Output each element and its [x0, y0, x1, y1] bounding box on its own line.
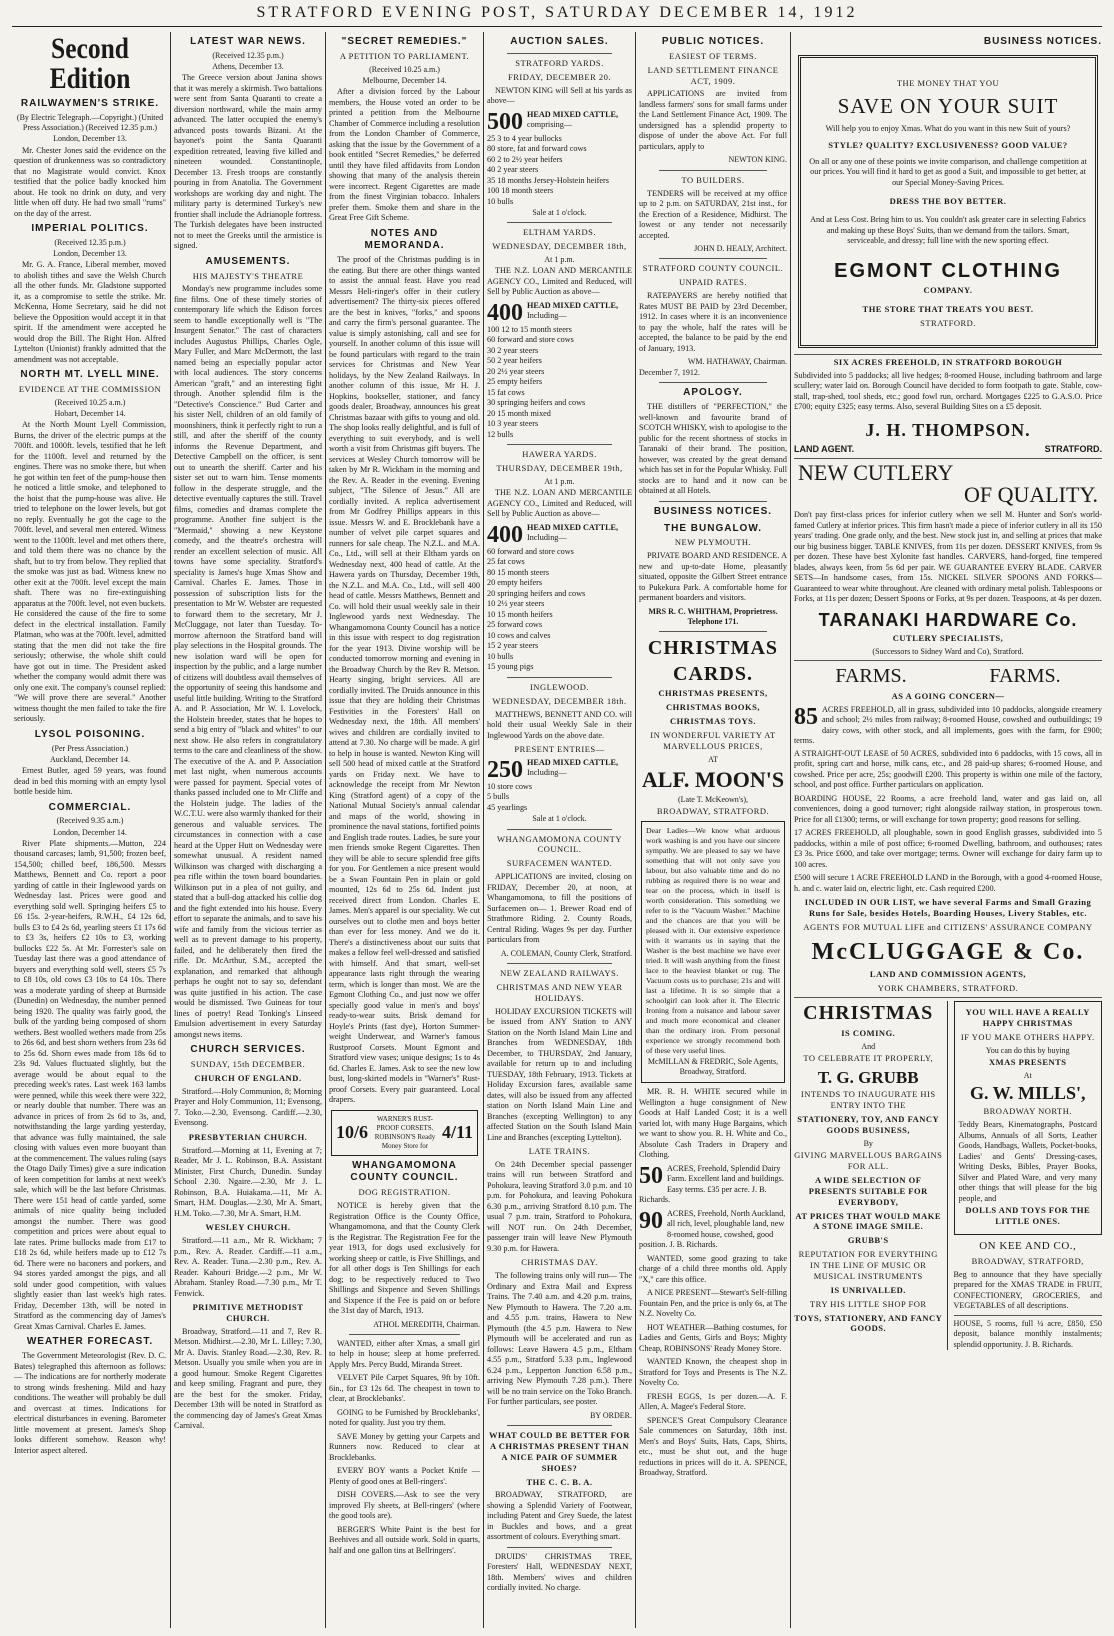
shop-name: ALF. MOON'S [641, 767, 785, 793]
article-headline: "SECRET REMEDIES." [341, 36, 468, 47]
stock-item: 15 2 year steers [487, 641, 539, 651]
cattle-count: 400 [487, 300, 523, 325]
church-name: WESLEY CHURCH. [205, 1222, 291, 1233]
dateline: Melbourne, December 14. [362, 75, 447, 85]
ad-line: COMPANY. [923, 285, 973, 296]
divider [659, 501, 767, 502]
stock-item: 15 young pigs [487, 662, 534, 672]
vacuum-washer-ad [641, 821, 785, 1083]
ad-line: YOU WILL HAVE A REALLY HAPPY CHRISTMAS [965, 1007, 1090, 1029]
ad-line: AT PRICES THAT WOULD MAKE A STONE IMAGE SMILE. [795, 1210, 942, 1232]
ad-title: SAVE ON YOUR SUIT [837, 93, 1059, 118]
ad-address: YORK CHAMBERS, STRATFORD. [877, 983, 1019, 994]
stock-item: 60 forward and store cows [487, 335, 574, 345]
sale-date: WEDNESDAY, DECEMBER 18th. [492, 695, 627, 706]
ad-line: By [863, 1138, 873, 1148]
notice-body: TENDERS will be received at my office up to 2 p.m. on SATURDAY, 21st inst., for the Erection of a Residence, Midhirst. The lowest or any tender not necessarily accepted. [639, 188, 787, 240]
divider [507, 1425, 612, 1426]
ad-body: On all or any one of these points we invite comparison, and challenge competition at our prices. You will find it hard to get as good a Suit, and impossible to get better, at our Special Money-Saving Prices. [809, 156, 1087, 187]
signature: BY ORDER. [590, 1410, 632, 1420]
article-body: NOTICE is hereby given that the Registration Office is the County Office, Whangamomona, and that the County Clerk is the Registrar. The Registration Fee for the year 1913, for dogs used exclusively for working sheep or cattle, is Five Shillings, and for all other dogs is Ten Shillings for each dog; to be respectively reduced to Two Shillings and Sixpence and Seven Shillings and Sixpence if the Fee is paid on or before the 31st day of March, 1913. [329, 1201, 480, 1316]
article-body: Monday's new programme includes some fine films. One of these timely stories of contemporary life which the Edison forces seem to handle exceptionally well is "The Insurgent Senator." The cast of characters includes Augustus Phillips, Charles Ogle, Mary Fuller, and Marc McDermott, the last named being an especially popular actor with local audiences. The story concerns American "graft," and an interesting fight through. Another splendid film is the "Detective's Conscience." Bud Carter and his sister Nell, children of an old family of moonshiners, think it perfectly right to run a still, and after the sheriff of the county informs the Revenue Department, and Detective Campbell on the officer, is sent out to unearth the sheriff. Carter and his sister set out to warn him. Tense moments follow in the desperate struggle, and the detective eventually captures the still. Travel films, comedies and dramas complete the programme. Another fine subject is the "Mermaid," showing a new Keystone comedy, and the theatre's orchestra will render an excellent selection of music. All towns have some speciality. Stratford's speciality is James's huge Xmas Show and Carnival. Charles E. James. Those in possession of subscription lists for the presentation to Mr W. Webster are requested to forward them to the secretary, Mr J. McCluggage, not later than Tuesday. To-morrow afternoon the Stratford band will play selections in the Hospital grounds. The new isolation ward will be open for inspection by the public, and a large number of citizens will doubtless avail themselves of the opportunity of seeing this handsome and useful little building. Writing to the Stratford A. and P. Association, Mr W. I. Lovelock, the Holstein breeder, states that he hopes to send a big entry of "black and whites" to our next show. He also refers in congratulatory terms to the care and cleanliness of the show. The executive of the A. and P. Association met last night, when numerous accounts were passed for payment. Special votes of thanks passed included one to Mr Cliffe and the Holstein judge. The ladies of the W.C.T.U. were also warmly thanked for their generous and valuable services. The circumstances in connection with a case heard at the Upper Hutt on Wednesday were somewhat unusual. A resident named Wilkinson was charged with discharging a pea rifle within the town board boundaries. Wilkinson put in a plea of not guilty, and stated that a bull-dog attacked his collie dog and the fight extended into his house. Every effort to separate the animals, and to save his wife and family from the vicious terrier as well as to prevent damage to his property, failed, and he deliberately then fired the rifle. Dr. McArthur, S.M., accepted the explanation, and remarked that although perhaps he ought not to say so, defendant was quite justified in his action. The case would be dismissed. Two Guineas for tour lines of poetry! Read Tonking's Linseed Emulsion advertisement in every Saturday amongst news items. [174, 284, 322, 1039]
cattle-sub: Including— [527, 533, 567, 543]
sale-time: At 1 p.m. [544, 255, 575, 265]
article-body: Mr. Chester Jones said the evidence on the question of drunkenness was so contradictory that no Magistrate would convict. Knox testified that the police badly knocked him about. He took no drink on duty, and very little when off duty. He had two small "rums" on the day of the arrest. [14, 145, 166, 218]
stock-item: 25 3 to 4 year bullocks [487, 133, 562, 143]
present-entries: PRESENT ENTRIES— [514, 744, 605, 754]
ad-line: IN WONDERFUL VARIETY AT MARVELLOUS PRICES, [650, 730, 776, 751]
cattle-count: 500 [487, 109, 523, 134]
church-name: PRIMITIVE METHODIST CHURCH. [192, 1302, 304, 1324]
classified-ad: WANTED Known, the cheapest shop in Stratford for Toys and Presents is The N.Z. Novelty Co. [639, 1357, 787, 1388]
ad-brand: THE C. C. B. A. [526, 1476, 593, 1487]
classified-ad: A NICE PRESENT—Stewart's Self-filling Fountain Pen, and the price is only 6s, at The N.Z. Novelty Co. [639, 1288, 787, 1319]
ad-body: £500 will secure 1 ACRE FREEHOLD LAND in the Borough, with a good 4-roomed House, h. and c. water laid on, electric light, etc. Cash required £200. [794, 873, 1102, 893]
stock-item: 10 2½ year steers [487, 599, 545, 609]
stock-item: 20 15 month mixed [487, 408, 551, 418]
stock-item: 80 store, fat and forward cows [487, 144, 587, 154]
brand-name: McCLUGGAGE & Co. [811, 938, 1085, 965]
ad-line: REPUTATION FOR EVERYTHING IN THE LINE OF MUSIC OR MUSICAL INSTRUMENTS [798, 1249, 938, 1281]
stock-item: 10 cows and calves [487, 630, 551, 640]
ad-body: Beg to announce that they have specially prepared for the XMAS TRADE in FRUIT, CONFECTIONERY, GROCERIES, and VEGETABLES of all descriptions. [953, 1269, 1102, 1311]
stock-item: 5 bulls [487, 792, 510, 802]
dateline: (Received 10.25 a.m.) [54, 397, 126, 407]
stock-item: 10 3 year steers [487, 419, 539, 429]
divider [507, 829, 612, 830]
notice-body: On 24th December special passenger trains will run between Stratford and Pohokura, leaving Stratford 3.0 p.m. and 10 p.m. for Pohokura, and leaving Pohokura 6.30 p.m., arriving Stratford 8.10 p.m. The usual 7 p.m. train, Stratford to Pohokura, will NOT run. On 24th December, passenger train will leave New Plymouth 9.30 p.m. for Hawera. [487, 1159, 632, 1253]
notice-title: APOLOGY. [683, 387, 743, 399]
column-2 [174, 32, 322, 1628]
ad-line: CHRISTMAS BOOKS, [666, 702, 760, 713]
article-body: Stratford.—11 a.m., Mr R. Wickham; 7 p.m., Rev. A. Reader. Cardiff.—11 a.m., Rev. A. Reader. Tuna.—2.30 p.m., Rev. A. Reader. Kahouri Bridge.—2 p.m., Mr W. Abraham. Stanley Road.—7.30 p.m., Mr T. Fenwick. [174, 1236, 322, 1298]
notice-body: APPLICATIONS are invited from landless farmers' sons for small farms under the Land Settlement Finance Act, 1909. The undersigned has a splendid property to dispose of under the above Act. For full particulars, apply to [639, 89, 787, 151]
stock-item: 10 store cows [487, 781, 533, 791]
ad-line: IS COMING. [841, 1027, 896, 1038]
article-headline: NOTES AND MEMORANDA. [364, 227, 445, 252]
article-headline: WHANGAMOMONA COUNTY COUNCIL. [350, 1159, 459, 1184]
ad-text: WARNER'S RUST-PROOF CORSETS. ROBINSON'S Ready Money Store for [374, 1114, 436, 1150]
section-header: AUCTION SALES. [510, 36, 609, 47]
ad-address: (Successors to Sidney Ward and Co), Stratford. [872, 646, 1024, 656]
article-body: Ernest Butler, aged 59 years, was found dead in bed this morning with an empty lysol bottle beside him. [14, 766, 166, 797]
ad-line: A WIDE SELECTION OF PRESENTS SUITABLE FOR EVERYBODY, [808, 1174, 928, 1207]
brand-name: EGMONT CLOTHING [834, 259, 1062, 282]
ad-line: GIVING MARVELLOUS BARGAINS FOR ALL. [794, 1150, 943, 1172]
ad-body: BROADWAY, STRATFORD, are showing a Splendid Variety of Footwear, including Patent and Grey Suede, the latest in Buckles and bows, and a great assortment of colours. Everything smart. [487, 1490, 632, 1542]
ad-line: INTENDS TO INAUGURATE HIS ENTRY INTO THE [800, 1089, 936, 1111]
notice-sub: LATE TRAINS. [528, 1146, 591, 1157]
divider [659, 631, 767, 632]
cattle-sub: Including— [527, 311, 567, 321]
article-body: Mr. G. A. France, Liberal member, moved to abolish tithes and save the Welsh Church all the other funds. Mr. Gladstone supported it, as a compromise to settle the strike. Mr. McKenna, Home Secretary, said he did not believe the Opposition would accept it in that spirit. If the amendment were accepted he would drop the Bill. The Right Hon. Alfred Lyttelton (Unionist) frankly admitted that the amendment was not acceptable. [14, 260, 166, 364]
classified-ad: ACRES, Freehold, North Auckland, all rich, level, ploughable land, new 8-roomed house, cowshed, good position. J. B. Richards. [639, 1208, 786, 1250]
divider [659, 170, 767, 171]
sale-date: FRIDAY, DECEMBER 20. [507, 71, 612, 82]
ad-line: And [861, 1041, 876, 1051]
signature: JOHN D. HEALY, Architect. [694, 244, 787, 254]
notice-body: RATEPAYERS are hereby notified that Rates MUST BE PAID by 23rd December, 1912. In cases where it is an inconvenience to pay the whole, half the rates will be accepted, the balance to be paid by the end of January, 1913. [639, 291, 787, 353]
cattle-label: HEAD MIXED CATTLE, [527, 757, 619, 767]
stock-item: 100 18 month steers [487, 186, 554, 196]
divider [659, 258, 767, 259]
cattle-label: HEAD MIXED CATTLE, [527, 300, 619, 310]
sale-intro: MATTHEWS, BENNETT AND CO. will hold their usual Weekly Sale in their Inglewood Yards on the above date. [487, 709, 632, 740]
divider [507, 53, 612, 54]
article-body: The Greece version about Janina shows that it was merely a skirmish. Two battalions were sent from Santa Quaranti to create a diversion northward, while the main army advanced. The latter occupied the enemy's advanced posts towards Bizani. At the bayonet's point the Santa Quaranti expedition retreated, leaving five killed and nineteen wounded. Constantinople, December 13. Fresh troops are constantly pouring in from Anatolia. The Government workshops are working day and night. The military party is determined Turkey's new frontier shall include the Adrianople fortress. The Turkish delegates have been instructed not to meet the Greeks until the armistice is signed. [174, 73, 322, 251]
ad-line: DOLLS AND TOYS FOR THE LITTLE ONES. [965, 1205, 1091, 1226]
dateline: (Received 12.35 p.m.) [54, 237, 126, 247]
ad-title: FARMS. [835, 665, 907, 688]
ad-body: Will help you to enjoy Xmas. What do you want in this new Suit of yours? [825, 123, 1071, 133]
ad-title: CHRISTMAS [803, 1002, 934, 1025]
masthead-rule [12, 26, 1102, 27]
ad-body: ACRES FREEHOLD, all in grass, subdivided into 10 paddocks, alongside creamery and school; 2½ miles from railway; 8-roomed House, cowshed and outbuildings; 19 dairy cows, with other stock, and all implements, goes with the farm, for £900; terms. [794, 704, 1102, 746]
article-headline: COMMERCIAL. [48, 801, 132, 813]
sale-intro: NEWTON KING will Sell at his yards as above— [487, 85, 632, 106]
ad-body: BOARDING HOUSE, 22 Rooms, a acre freehold land, water and gas laid on, all conveniences, doing a good turnover; right alongside railway station, in prosperous town. Price for all £1300; terms, or will exchange for town property; good reasons for selling. [794, 793, 1102, 824]
ad-line: THE MONEY THAT YOU [896, 77, 1000, 88]
divider [507, 677, 612, 678]
ad-body: 17 ACRES FREEHOLD, all ploughable, sown in good English grasses, subdivided into 5 paddocks, within a mile of post office; 6-roomed Dwelling, bathroom, and outhouses; rates £3 3s. Price £600, and take over mortgage; terms. Owner will exchange for dairy farm up to 100 acres. [794, 828, 1102, 869]
classified-ad: WANTED, either after Xmas, a small girl to help in house; sleep at home preferred. Apply Mrs. Percy Budd, Miranda Street. [329, 1338, 480, 1369]
notice-title: TO BUILDERS. [681, 174, 745, 185]
stock-item: 20 empty heifers [487, 578, 543, 588]
divider [507, 1547, 612, 1548]
sale-title: ELTHAM YARDS. [523, 227, 596, 238]
ad-sub: NEW PLYMOUTH. [674, 537, 752, 548]
ad-body: Subdivided into 5 paddocks; all live hedges; 8-roomed House, including bathroom and large scullery; water laid on. Borough Council have decided to form footpath to gate. Stable, cow-stall, trap-shed, tool sheds, etc.; good fowl run, orchard. Mortgages £225 to G.A.S.O. Price £700; equity £325; easy terms. Also, several Building Sites on a £5 deposit. [794, 370, 1102, 412]
cattle-sub: Including— [527, 768, 567, 778]
column-rule [325, 32, 326, 1628]
classified-ad: WANTED, some good grazing to take charge of a child three months old. Apply "X," care this office. [639, 1253, 787, 1284]
notice-title: LAND SETTLEMENT FINANCE ACT, 1909. [647, 64, 779, 86]
signature: ATHOL MEREDITH, Chairman. [373, 1319, 480, 1329]
section-header: PUBLIC NOTICES. [661, 36, 765, 47]
ad-title: THE BUNGALOW. [664, 522, 762, 534]
notice-title: EASIEST OF TERMS. [669, 50, 757, 61]
article-headline: IMPERIAL POLITICS. [31, 223, 149, 234]
ad-slogan: THE STORE THAT TREATS YOU BEST. [862, 304, 1034, 315]
classified-ad: HOT WEATHER—Bathing costumes, for Ladies and Gents, Girls and Boys; Mighty Cheap, ROBINSONS' Ready Money Store. [639, 1322, 787, 1353]
acres-count: 90 [639, 1208, 663, 1234]
stock-item: 12 bulls [487, 429, 514, 439]
stock-item: 30 2 year steers [487, 345, 539, 355]
price-right: 4/11 [441, 1122, 473, 1143]
dateline: London, December 13. [53, 134, 127, 144]
ad-line: DRESS THE BOY BETTER. [889, 196, 1007, 207]
ad-line: CHRISTMAS PRESENTS, [658, 688, 768, 699]
stock-item: 45 yearlings [487, 802, 528, 812]
cattle-count: 250 [487, 757, 523, 782]
classified-ad: SAVE Money by getting your Carpets and Runners now. Reduced to clear at Brocklebanks. [329, 1431, 480, 1462]
edition-title: Second Edition [49, 32, 131, 95]
article-headline: CHURCH SERVICES. [190, 1044, 306, 1056]
divider [794, 458, 1102, 459]
ad-line: LAND AGENT. [794, 443, 855, 454]
stock-item: 60 2 to 2½ year heifers [487, 154, 563, 164]
ad-body: Teddy Bears, Kinematographs, Postcard Albums, Annuals of all Sorts, Leather Goods, Handbags, Wallets, Pocket-books, Ladies' and Gents' Dressing-cases, Writing Desks, Bibles, Prayer Books, Silver and Plated Ware, and very many other things that will please for the big people, and [958, 1120, 1097, 1203]
signature: McMILLAN & FREDRIC, Sole Agents, Broadway, Stratford. [647, 1056, 779, 1076]
article-headline: RAILWAYMEN'S STRIKE. [20, 98, 160, 109]
stock-item: 60 forward and store cows [487, 546, 574, 556]
stock-item: 20 2½ year steers [487, 366, 545, 376]
dateline: Hobart, December 14. [54, 409, 126, 419]
classified-ad: SPENCE'S Great Compulsory Clearance Sale commences on Saturday, 18th inst. Men's and Boys' Suits, Hats, Caps, Shirts, etc., must be shut out, and the huge reductions in prices will do it. A. SPENCE, Broadway, Stratford. [639, 1415, 787, 1478]
church-name: CHURCH OF ENGLAND. [194, 1073, 302, 1084]
article-subhead: A PETITION TO PARLIAMENT. [339, 50, 470, 61]
article-headline: LATEST WAR NEWS. [190, 36, 306, 47]
article-body: The proof of the Christmas pudding is in the eating. But there are other things wanted to assist the annual feast. Have you read Messrs Heli-ringer's offer in their cutlery advertisement? The thirty-six pieces offered are the best in knives, "forks," and spoons and carry the firm's personal guarantee. The value is simply astonishing, call and see for yourself. In another column of this issue will be found particulars with regard to the train services for Christmas and New Year holidays, by the New Zealand Railways. In another column of this issue, Mr H. J. Hopkins, bookseller, stationer, and fancy goods dealer, Broadway, announces his great Christmas bazaar with gifts to young and old. The shop looks really delightful, and is full of everything to suit everybody, and is well worth a visit from Christmas gift buyers. The services at Wesley Church tomorrow will be taken by Mr R. Wickham in the morning and the Rev. A. Reader in the evening. Evening subject, "The Silence of Jesus." All are cordially invited. A replica advertisement from Mr Godfrey Phillips appears in this issue. Messrs W. and E. Brocklebank have a number of velvet pile carpet squares and runners for sale cheap. The N.Z.L. and M.A. Co., Ltd., will sell at their Eltham yards on Wednesday next, 400 head of cattle. At the Hawera yards on Thursday, December 19th, the N.Z.L. and M.A. Co., Ltd., will sell 400 head of cattle. Messrs Matthews, Bennett and Co. will hold their usual weekly sale in their Inglewood yards next Wednesday. The Whangamomona County Council has a notice in this issue with respect to dog registration for the year 1913. Divine worship will be conducted tomorrow morning and evening in the Broadway Church by the Rev R. Metson. Hearty singing, bright services. All are cordially invited. The Druids announce in this issue that they are holding their Christmas Festivities in the Foresters' Hall on Wednesday next, the 18th. All members' wives and children are cordially invited to attend at 7.30. No charge will be made. A girl to help in house is wanted. Newton King will sell 500 head of mixed cattle at the Stratford yards on Friday next. We have to acknowledge the receipt from Mr Newton King (Stratford agent) of a copy of the National Mutual Society's annual calendar and maps of the world, showing in prominence the naval stations, fortified points and English trade routes. Ladies, be sure your men friends smoke Regent Cigarettes. Then they will be able to secure splendid free gifts for you. For Gentlemen a nice present would be a Swan Fountain Pen in plain or gold mounted, 12s 6d to 25s 6d. Indent just received direct from London. Charles E. James. Men's apparel is our speciality. We cut ourselves out to clothe men and boys better than ever for less money. And we do it. There's a distinctiveness about our suits that makes a fellow feel well-dressed and satisfied with himself. And that smart, well-set appearance lasts right through the wearing term, which is longer than most. We are the Egmont Clothing Co., and just now we offer specially good value in men's and boys' ready-to-wear suits. Brisk demand for Hoyle's Prints (fast dye), Horton Summer-weight Underwear, and Warner's famous Rustproof Corsets. Mount Egmont and Stratford view vases; unique designs; 1s to 4s 6d. Charles E. James. Ask to see the new low bust, long-skirted models in "Warner's" Rust-proof Corsets. Every pair guaranteed. Local drapers. [329, 255, 480, 1105]
article-headline: NORTH MT. LYELL MINE. [20, 369, 160, 381]
column-5 [639, 32, 787, 1628]
sale-time: Sale at 1 o'clock. [532, 814, 587, 824]
ad-body: Dear Ladies—We know what arduous work washing is and you have our sincere sympathy. We are pleased to say we have something that will not only save you labour, but also valuable time and do no rubbing as required there is no wear and tear on the process, which in itself is worth consideration. This something we refer to is the "Vacuum Washer." Machine and the chances are that you will be pleased with it. Our extensive experience with it warrants us in saying that the Washer is the best machine we have ever tried. It will wash anything from the finest lace to the heaviest blanket or rug. The Vacuum costs us to purchase; 21s and will last a lifetime. It is so simple that a schoolgirl can look after it. The Electric Ironing from a nuisance and labour saver and much more economical and cleaner than the ordinary iron. From personal experience we strongly recommend both of these very useful lines. [646, 826, 780, 1055]
column-rule [170, 32, 171, 1628]
stock-item: 25 empty heifers [487, 377, 543, 387]
dateline: (Per Press Association.) [51, 743, 129, 753]
stock-item: 10 15 month heifers [487, 609, 553, 619]
dateline: Athens, December 13. [212, 62, 284, 72]
dateline: (Received 9.35 a.m.) [56, 816, 124, 826]
notice-date: December 7, 1912. [639, 368, 700, 378]
column-rule [483, 32, 484, 1628]
notice-title: NEW ZEALAND RAILWAYS. [500, 967, 619, 978]
ad-line: CUTLERY SPECIALISTS, [892, 632, 1004, 643]
shop-name: G. W. MILLS', [969, 1083, 1086, 1104]
sale-title: INGLEWOOD. [529, 681, 590, 692]
egmont-clothing-ad [798, 55, 1098, 348]
ad-line: TO CELEBRATE IT PROPERLY, [803, 1052, 934, 1063]
acres-count: 85 [794, 704, 818, 730]
ad-line: At [1023, 1070, 1032, 1080]
notice-title: WHANGAMOMONA COUNTY COUNCIL. [497, 833, 622, 855]
classified-ad: EVERY BOY wants a Pocket Knife — Plenty of good ones at Bell-ringers'. [329, 1466, 480, 1486]
signature: MRS R. C. WHITHAM, Proprietress. Telephone 171. [648, 606, 778, 626]
article-subhead: DOG REGISTRATION. [358, 1187, 451, 1198]
article-body: After a division forced by the Labour members, the House voted an order to be printed a petition from the Melbourne Chamber of Commerce including a resolution from the London Chamber of Commerce, asking that the issue by the Government of a book entitled "Secret Remedies," be deferred until they have filed affidavits from London showing that many of the analysis therein were incorrect. Regent Cigarettes are made from the finest Virginian tobacco. Inhalers prefer them. Smoke them and share in the Great Free Gift Scheme. [329, 87, 480, 223]
notice-sub: CHRISTMAS AND NEW YEAR HOLIDAYS. [496, 981, 623, 1003]
article-body: Broadway, Stratford.—11 and 7, Rev R. Metson. Midhirst.—2.30, Mr L. Lilley; 7.30, Mr A. Davis. Stanley Road.—2.30, Rev. R. Metson. Usually you smile when you are in a good humour. Smoke Regent Cigarettes and keep smiling. Fragrant and pure, they are the best for the smoker. Friday, December 13th will be noted in Stratford as the commencing day of James's Great Xmas Carnival. [174, 1326, 322, 1431]
dateline: London, December 14. [53, 827, 127, 837]
article-subhead: EVIDENCE AT THE COMMISSION [18, 384, 162, 395]
stock-item: 50 2 year heifers [487, 356, 542, 366]
mills-ad [954, 1001, 1103, 1350]
stock-item: 25 forward cows [487, 620, 543, 630]
dateline: London, December 13. [53, 249, 127, 259]
stock-item: 35 18 months Jersey-Holstein heifers [487, 175, 609, 185]
divider [794, 660, 1102, 661]
ad-line: XMAS PRESENTS [988, 1057, 1067, 1067]
article-body: The Government Meteorologist (Rev. D. C. Bates) telegraphed this afternoon as follows:— The indications are for northerly moderate to strong winds freshening. Mild and hazy conditions. The weather will probably be dull and overcast at times. Indications for electrical disturbances in evening. Barometer little movement at present. James's Shop looks different somehow. Reason why! Interior aspect altered. [14, 1351, 166, 1455]
article-subhead: HIS MAJESTY'S THEATRE [192, 270, 304, 281]
section-header: BUSINESS NOTICES. [983, 36, 1102, 47]
column-rule [635, 32, 636, 1628]
signature: A. COLEMAN, County Clerk, Stratford. [500, 948, 632, 958]
sale-intro: THE N.Z. LOAN AND MERCANTILE AGENCY CO., Limited and Reduced, will Sell by Public Auction as above— [487, 488, 632, 519]
ad-body: PRIVATE BOARD AND RESIDENCE. A new and up-to-date Home, pleasantly situated, opposite the Gilbert Street entrance to Pukekura Park. A comfortable home for permanent boarders and visitors. [639, 551, 787, 603]
ad-line: LAND AND COMMISSION AGENTS, [869, 969, 1027, 980]
notice-sub: UNPAID RATES. [678, 277, 748, 288]
column-1 [14, 32, 166, 1628]
stock-item: 100 12 to 15 month steers [487, 324, 572, 334]
classified-ad: VELVET Pile Carpet Squares, 9ft by 10ft. 6in., for £3 12s 6d. The cheapest in town to clear, at Brocklebanks'. [329, 1373, 480, 1404]
classified-ad: DISH COVERS.—Ask to see the very improved Fly sheets, at Bell-ringers' (where the good tools are). [329, 1490, 480, 1521]
notice-body: The following trains only will run— The Ordinary and Extra Mail and Express Trains. The 7.40 a.m. and 4.20 p.m. trains, New Plymouth to Hawera. The 7.20 a.m. and 4.55 p.m. trains, Hawera to New Plymouth (the 4.5 p.m. Hawera to New Plymouth will be accelerated and run as follows: Leave Hawera 4.5 p.m., Eltham 4.55 p.m., Stratford 5.33 p.m., Inglewood 6.24 p.m., Lepperton Junction 6.58 p.m., arriving New Plymouth 7.28 p.m.). There will be no train service on the Toko Branch. For further particulars, see poster. [487, 1271, 632, 1407]
sale-time: At 1 p.m. [544, 477, 575, 487]
christmas-cards-title: CHRISTMAS CARDS. [647, 637, 779, 685]
agent-name: J. H. THOMPSON. [865, 419, 1031, 440]
ad-line: You can do this by buying [985, 1045, 1070, 1055]
sale-intro: THE N.Z. LOAN AND MERCANTILE AGENCY CO., Limited and Reduced, will Sell by Public Auction as above— [487, 266, 632, 297]
classified-ad: FRESH EGGS, 1s per dozen.—A. F. Allen, A. Magee's Federal Store. [639, 1391, 787, 1412]
column-rule [790, 32, 791, 1628]
article-body: Stratford.—Morning at 11, Evening at 7; Reader, Mr J. L. Robinson, B.A. Assistant Minister, First Church, Dunedin. Sunday School 2.30. Ngaire.—2.30, Mr J. L. Robinson, B.A. Huiakama.—11, Mr A. Smart, H.M. Douglas.—2.30, Mr A. Smart, H.M. Toko.—7.30, Mr A. Smart, H.M. [174, 1145, 322, 1218]
section-header: BUSINESS NOTICES. [653, 505, 773, 517]
article-headline: AMUSEMENTS. [205, 255, 291, 267]
sale-time: Sale at 1 o'clock. [532, 208, 587, 218]
ad-headline: WHAT COULD BE BETTER FOR A CHRISTMAS PRESENT THAN A NICE PAIR OF SUMMER SHOES? [488, 1430, 631, 1473]
ad-line: STYLE? QUALITY? EXCLUSIVENESS? GOOD VALUE? [828, 140, 1068, 151]
classified-ad: BERGER'S White Paint is the best for Beehives and all outside work. Sold in quarts, half and one gallon tins at Bellringers'. [329, 1524, 480, 1555]
ad-title: FARMS. [989, 665, 1061, 688]
classified-ad: GOING to be Furnished by Brocklebanks', noted for quality. Just you try them. [329, 1407, 480, 1428]
corset-ad [331, 1110, 478, 1156]
classified-ad: ACRES, Freehold, Splendid Dairy Farm. Excellent land and buildings. Easy terms. £35 per acre. J. B. Richards. [639, 1163, 784, 1205]
ad-body: And at Less Cost. Bring him to us. You couldn't ask greater care in selecting Fabrics and making up these Boys' Suits, than we demand from the tailors. Smart, serviceable, and dressy; full line with the new sporting effect. [810, 215, 1086, 246]
ad-address: BROADWAY, STRATFORD, [971, 1255, 1084, 1266]
acres-count: 50 [639, 1163, 663, 1189]
ad-address: STRATFORD. [920, 318, 976, 329]
divider [659, 382, 767, 383]
ad-line: (Late T. McKeown's), [677, 795, 748, 805]
signature: WM. HATHAWAY, Chairman. [687, 357, 787, 367]
ad-title: OF QUALITY. [963, 482, 1098, 508]
stock-item: 30 springing heifers and cows [487, 398, 586, 408]
column-3 [329, 32, 480, 1628]
sale-date: WEDNESDAY, DECEMBER 18th, [492, 241, 627, 252]
cattle-label: HEAD MIXED CATTLE, [527, 522, 619, 532]
column-4 [487, 32, 632, 1628]
ad-address: BROADWAY, STRATFORD. [656, 806, 770, 817]
ad-line: IF YOU MAKE OTHERS HAPPY. [960, 1031, 1095, 1042]
notice-body: APPLICATIONS are invited, closing on FRIDAY, December 20, at noon, at Whangamomona, to fill the positions of Surfacemen on— 1. Brewer Road end of Strathmore Riding. 2. County Roads, Central Riding. Wages 9s per day. Further particulars from [487, 872, 632, 945]
ad-address: BROADWAY NORTH. [983, 1106, 1073, 1117]
ad-title: NEW CUTLERY [798, 460, 954, 486]
dateline: (By Electric Telegraph.—Copyright.) (United Press Association.) (Received 12.35 p.m.) [16, 112, 164, 133]
price-left: 10/6 [336, 1122, 369, 1143]
ad-body: A STRAIGHT-OUT LEASE of 50 ACRES, subdivided into 6 paddocks, with 15 cows, all in profit, spring cart and horse, milk cans, etc., and 28 paid-up shares; 6-roomed House, and cowshed. Price per acre, 25s; goodwill £200. This property is within one mile of the factory, school, and post office. Further particulars on application. [794, 748, 1102, 790]
ad-line: TOYS, STATIONERY, AND FANCY GOODS. [794, 1312, 943, 1334]
cattle-sub: comprising— [527, 120, 573, 130]
notice-sub: SURFACEMEN WANTED. [506, 858, 613, 869]
stock-item: 10 bulls [487, 196, 514, 206]
ad-line: IS UNRIVALLED. [830, 1284, 906, 1295]
stock-item: 40 2 year steers [487, 165, 539, 175]
article-subhead: SUNDAY, 15th DECEMBER. [190, 1059, 306, 1070]
divider [507, 444, 612, 445]
divider [794, 354, 1102, 355]
ad-line: TRY HIS LITTLE SHOP FOR [809, 1298, 927, 1309]
stock-item: 25 fat cows [487, 557, 525, 567]
divider [349, 1334, 460, 1335]
ad-line: AGENTS FOR MUTUAL LIFE and CITIZENS' ASSURANCE COMPANY [803, 921, 1093, 932]
ad-line: INCLUDED IN OUR LIST, we have several Farms and Small Grazing Runs for Sale, besides Hotels, Boarding Houses, Livery Stables, etc. [804, 897, 1092, 918]
dateline: Auckland, December 14. [50, 754, 130, 764]
stock-item: 20 springing heifers and cows [487, 588, 586, 598]
classified-ad: MR. R. H. WHITE secured while in Wellington a huge consignment of New Goods at Half Landed Cost; it is a well varied lot, with many Huge Bargains, which we want to show you. R. H. White and Co., Absolute Cash Traders in Drapery and Clothing. [639, 1087, 787, 1160]
notice-body: HOLIDAY EXCURSION TICKETS will be issued from ANY Station to ANY Station on the North Island Main Line and Branches from WEDNESDAY, 18th December, to THURSDAY, 2nd January, available for return up to and including TUESDAY, 18th February, 1913. Tickets at Holiday Excursion fares, available same dates, will also be issued from any affected station on North Island Main Line and Branches (excepting Wellington) to any affected Station on the South Island Main Line and Branches (excepting Lyttelton). [487, 1006, 632, 1142]
sale-date: THURSDAY, DECEMBER 19th, [496, 463, 623, 474]
sale-title: HAWERA YARDS. [522, 449, 597, 460]
masthead: STRATFORD EVENING POST, SATURDAY DECEMBER 14, 1912 [256, 4, 858, 21]
divider [507, 963, 612, 964]
church-name: PRESBYTERIAN CHURCH. [188, 1131, 308, 1142]
ad-title: SIX ACRES FREEHOLD, IN STRATFORD BOROUGH [833, 357, 1063, 368]
notice-title: STRATFORD COUNTY COUNCIL. [642, 263, 784, 274]
shop-name: ON KEE AND CO., [979, 1239, 1077, 1252]
article-body: Stratford.—Holy Communion, 8; Morning Prayer and Holy Communion, 11; Evensong, 7. Toko.—2.30, Evensong. Cardiff.—2.30, Evensong. [174, 1086, 322, 1128]
ad-line: AT [708, 754, 718, 764]
ad-line: STATIONERY, TOY, AND FANCY GOODS BUSINESS, [797, 1114, 940, 1136]
ad-body: Don't pay first-class prices for inferior cutlery when we sell M. Hunter and Son's world-famed Cutlery at inferior prices. This firm hasn't made a piece of inferior cutlery in all its 150 years' trading. One grade only, and the best. New stock just in, and selling at prices that make our big business bigger. TABLE KNIVES, from 11s per dozen. DESSERT KNIVES, from 9s per dozen. These have best Xylonite fast handles. CARVERS, hand-forged, fine tempered blades, always keen, from 5s 6d per pair. WE GUARANTEE EVERY BLADE. CARVER SETS—In handsome cases, from 15s. NICKEL SILVER SPOONS AND FORKS—Guaranteed to wear white throughout. Are cleaned with ordinary metal polish. Tablespoons or Forks, at 11s per dozen; Dessert Spoons or Forks, at 9s per dozen. Teaspoons, at 4s per dozen. [794, 510, 1102, 604]
shop-name: T. G. GRUBB [817, 1067, 919, 1087]
article-headline: WEATHER FORECAST. [26, 1336, 154, 1348]
divider [507, 222, 612, 223]
dateline: (Received 10.25 a.m.) [369, 64, 440, 74]
ad-line: AS A GOING CONCERN— [891, 690, 1005, 701]
sale-title: STRATFORD YARDS. [515, 57, 604, 68]
stock-item: 10 bulls [487, 651, 514, 661]
article-headline: LYSOL POISONING. [34, 728, 146, 740]
grubb-ad [794, 1001, 948, 1350]
ad-line: CHRISTMAS TOYS. [669, 716, 757, 727]
stock-item: 15 fat cows [487, 387, 525, 397]
divider [954, 1315, 1103, 1316]
article-body: At the North Mount Lyell Commission, Burns, the driver of the electric pumps at the 700ft. and 1000ft. levels, testified that he left for the 1100ft. level and returned by the engines. There was no smoke there, but when he got within ten feet of the pump-house then he noticed a little smoke, and telephoned to the hoist that the pump-house was alive. He tried to telephone on the lower levels, but got no reply. Eventually he got the cage to the 700ft. level, and several men entered. Witness went to the 1100ft. level and met others there, and told them there was no chance by the shaft, but to try from below. They replied that the smoke was just as bad. Witness knew no other exit at the 700ft. level except the main shaft. There was no fire-extinguishing apparatus at the 700ft. level, not even buckets. He considered the cause of the fire to some defect in the electrical installation. Family Platman, who was at the 700ft. level, admitted stating that the men did not take the fire seriously; otherwise, the whole shift could have got out in time. The President asked whether the company would admit there was only one exit. The company's counsel replied: "We will prove there are several." Another witness thought the men failed to take the fire seriously. [14, 420, 166, 724]
druids-notice: DRUIDS' CHRISTMAS TREE, Foresters' Hall, WEDNESDAY NEXT, 18th. Members' wives and children cordially invited. No charge. [487, 1551, 632, 1593]
signature: NEWTON KING. [728, 155, 787, 165]
brand-name: TARANAKI HARDWARE Co. [818, 609, 1078, 630]
notice-body: THE distillers of "PERFECTION," the well-known and favourite brand of SCOTCH WHISKY, wish to apologise to the public for the recent shortness of stocks in Taranaki of their brand. The position, however, was created by the great demand which has set in for the Popular Whisky. Full stocks are to hand and it now can be obtained at all Hotels. [639, 402, 787, 496]
cattle-label: HEAD MIXED CATTLE, [527, 109, 619, 119]
ad-address: STRATFORD. [1044, 443, 1102, 454]
notice-sub: CHRISTMAS DAY. [521, 1257, 598, 1268]
divider [794, 997, 1102, 998]
cattle-count: 400 [487, 522, 523, 547]
dateline: (Received 12.35 p.m.) [212, 50, 284, 60]
ad-line: GRUBB'S [847, 1235, 889, 1246]
classified-ad: HOUSE, 5 rooms, full ¼ acre, £850, £50 deposit, balance monthly instalments; splendid opportunity. J. B. Richards. [953, 1318, 1102, 1349]
stock-item: 80 15 month steers [487, 567, 550, 577]
article-body: River Plate shipments.—Mutton, 224 thousand carcases; lamb, 91,500; frozen beef, 154,500; chilled beef, 186,500. Messrs Matthews, Bennett and Co. report a poor yarding of cattle in their Inglewood yards on Wednesday last. Prices were good and everything sold well. Springing heifers £5 to £6 15s. 2-year-heifers, R.W.H., £4 12s 6d, bulls £3 to £4 2s 6d, yearling steers £1 17s 6d to £3 3s, heifers £2 10s to £3, working bullocks £22 5s. At Mr. Forrester's sale on Tuesday last there was a good attendance of buyers and everything sold well, steers £5 7s to £8 10s, old cows £3 10s to £4 10s. There was a moderate yarding of sheep at Burnside (Dunedin) on Wednesday, the number penned being 1920. The quality was fairly good, the bulk of the yarding being composed of shorn wethers. Best woolled wethers made from 25s to 26s 6d, and best shorn wethers from 23s 6d to 25s 6d. Shorn ewes made from 18s 6d to 23s 9d. Values fluctuated slightly, but the average would be about equal to the preceding week's rates. Last week 163 lambs were penned, while this week there were 322, or nearly double that number. There was an advance in prices of from 2s 6d to 3s, and, notwithstanding the large yarding yesterday, that advance was fully maintained, the sale closing with values even more buoyant than at the commencement. The values ruling (says the Otago Daily Times) give a sure indication of keen competition for lambs at next week's sale, which will be the last before Christmas. There were 151 head of cattle yarded, some animals of nice quality being included amongst the number. There was good competition and prices were about equal to late rates. Prime bullocks made from £17 to £18 2s 6d, while heifers made up to £12 7s 6d. There were no baconers and porkers, and 94 stores yarded amongst the pigs, and all sold under good competition, with values slightly easier than last week's high rates. Friday, December 13th, will be noted in Stratford as the commencing day of James's Great Xmas Carnival. Charles E. James. [14, 838, 166, 1331]
column-6 [794, 32, 1102, 1628]
